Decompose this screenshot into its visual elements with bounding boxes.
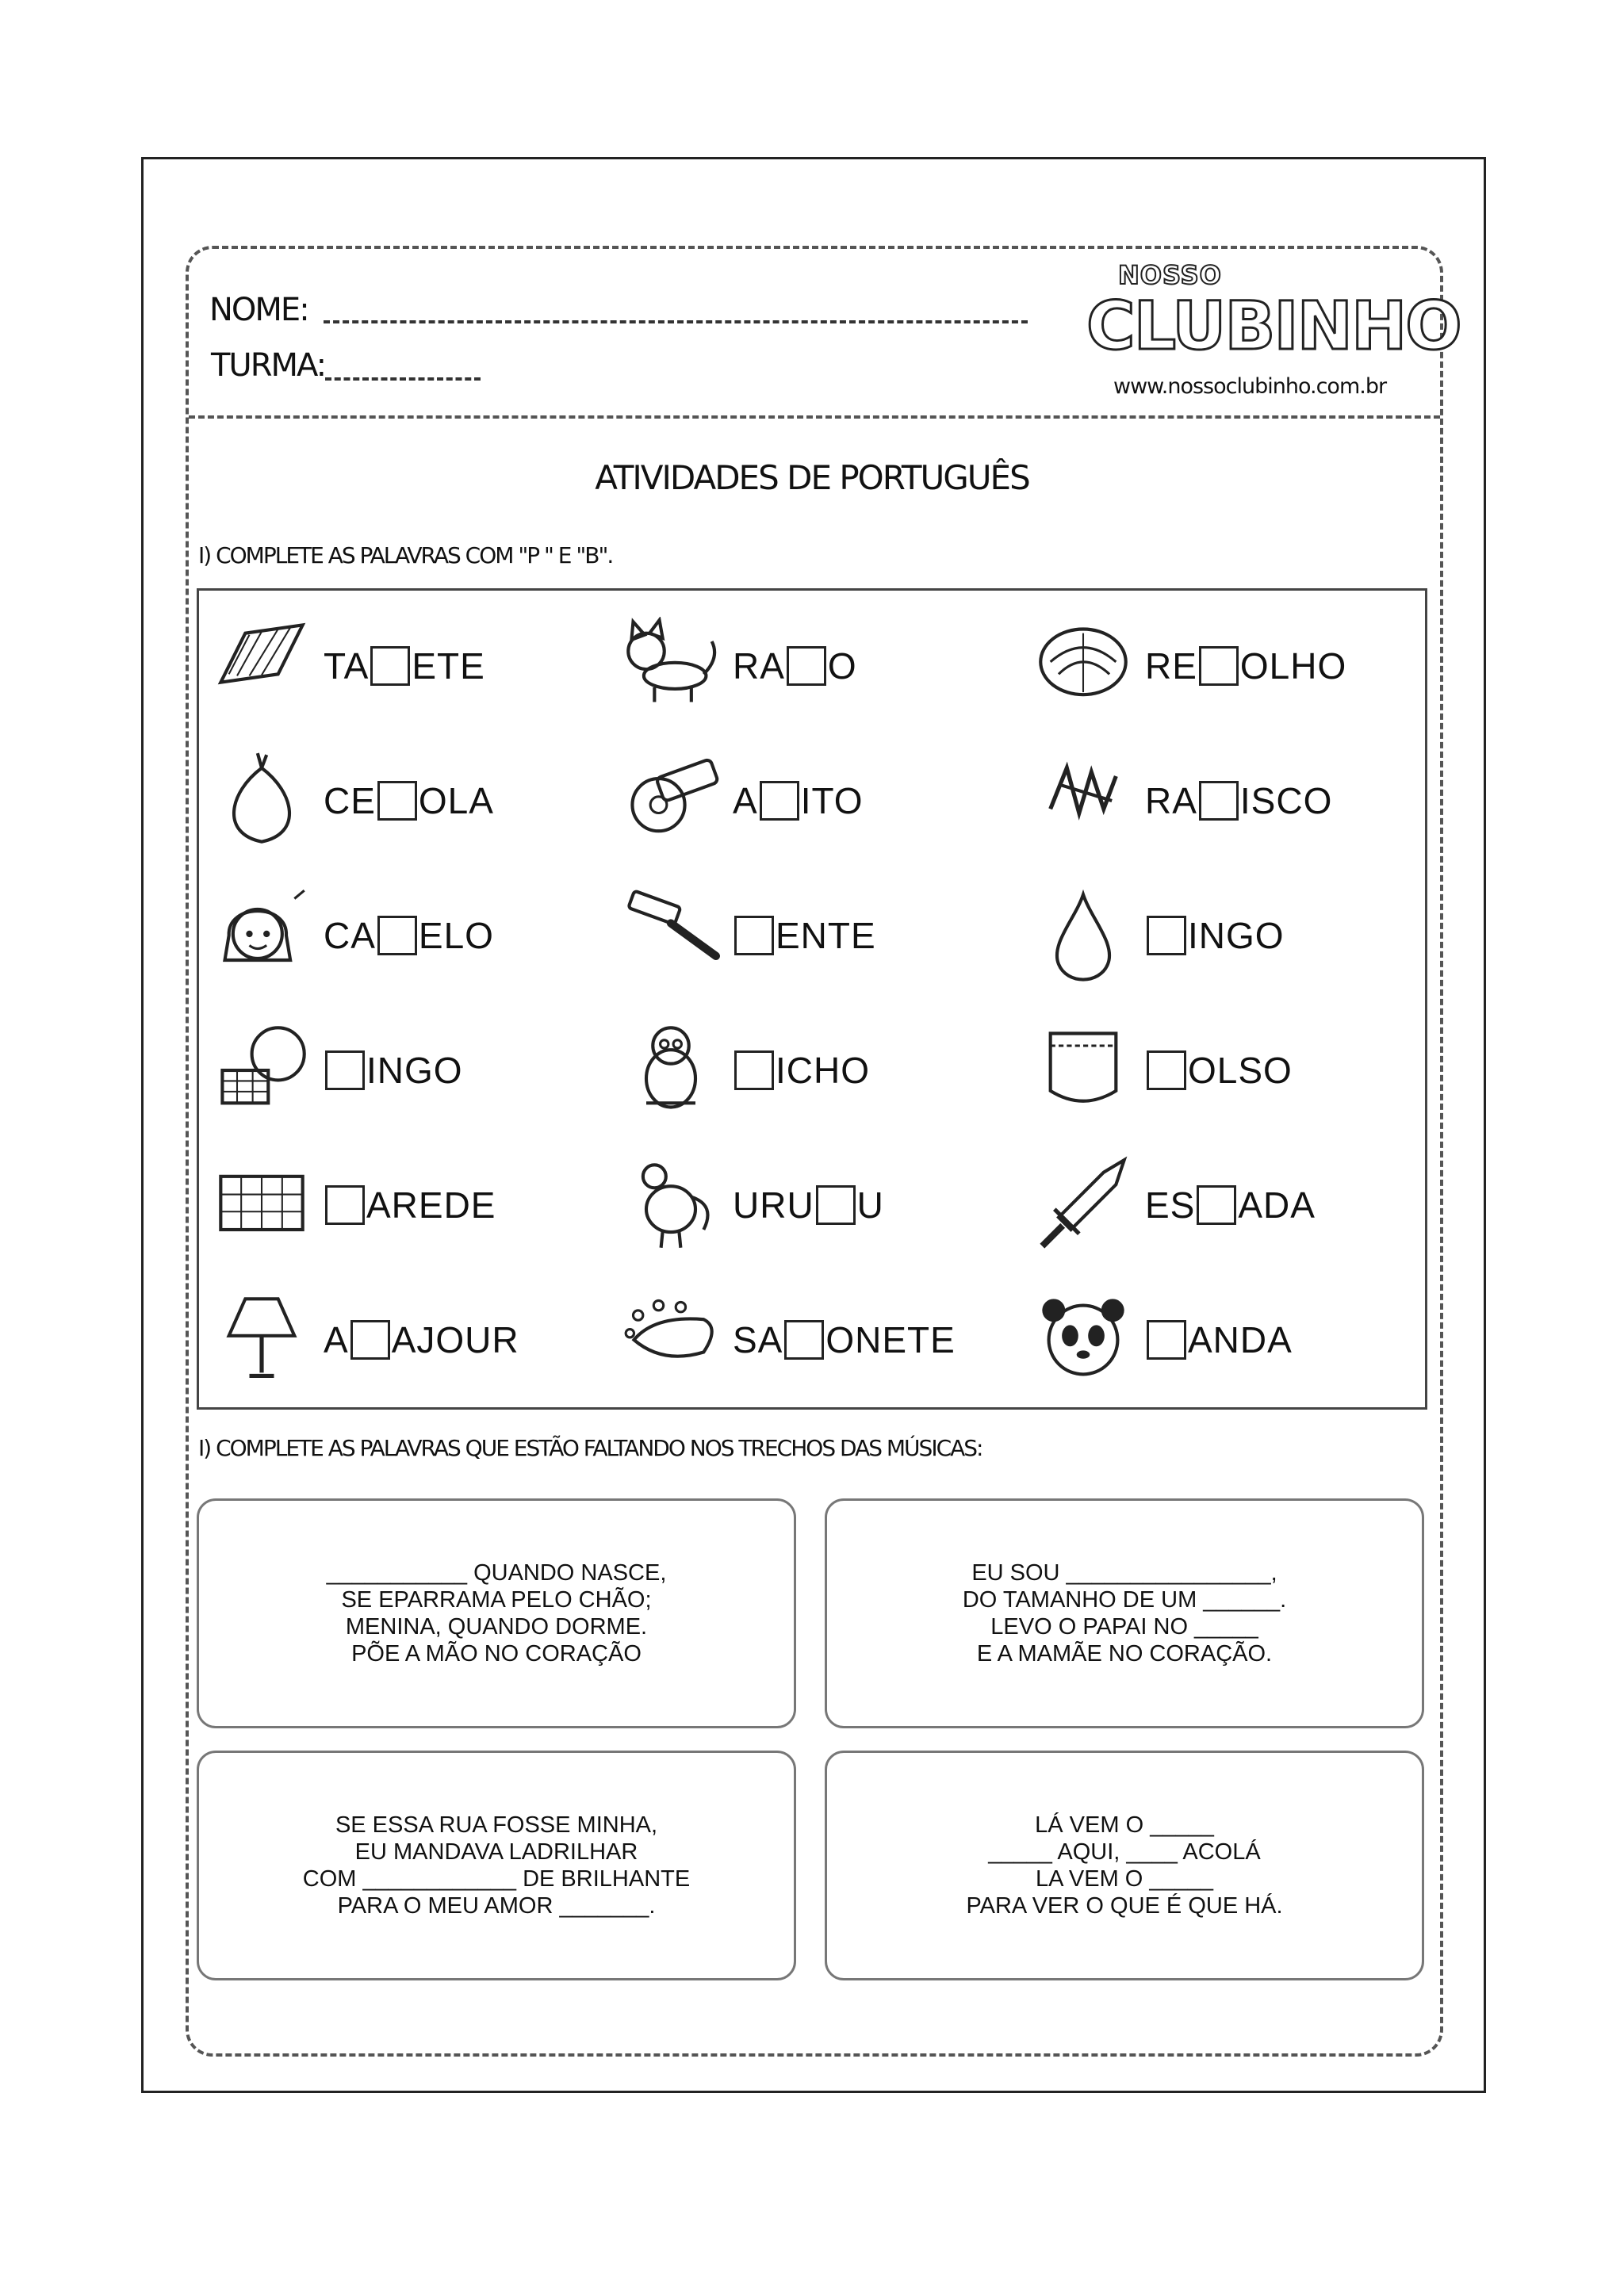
letter-blank[interactable] — [734, 1050, 774, 1090]
lyric-line: LEVO O PAPAI NO _____ — [990, 1614, 1258, 1640]
letter-blank[interactable] — [1199, 781, 1239, 821]
word-item — [1145, 912, 1285, 959]
word-suffix: AREDE — [366, 1184, 496, 1226]
letter-blank[interactable] — [784, 1320, 824, 1360]
lyric-line: COM ____________ DE BRILHANTE — [302, 1866, 691, 1892]
word-prefix: RE — [1145, 645, 1197, 687]
lyric-line: SE EPARRAMA PELO CHÃO; — [341, 1587, 652, 1613]
word-prefix: A — [324, 1319, 349, 1360]
word-suffix: ONETE — [825, 1319, 956, 1360]
letter-blank[interactable] — [787, 646, 826, 686]
word-prefix: CE — [324, 780, 376, 821]
logo-url: www.nossoclubinho.com.br — [1113, 374, 1387, 399]
word-suffix: O — [827, 645, 857, 687]
letter-blank[interactable] — [350, 1320, 390, 1360]
drop-icon — [1034, 886, 1132, 989]
exercise-grid — [197, 588, 1427, 1410]
scribble-icon — [1034, 752, 1132, 854]
word-prefix: RA — [733, 645, 785, 687]
word-suffix: OLA — [418, 780, 494, 821]
word-item — [1145, 642, 1346, 690]
section1-instruction: I) COMPLETE AS PALAVRAS COM "P " E "B". — [198, 542, 613, 568]
cabbage-icon — [1034, 617, 1132, 719]
letter-blank[interactable] — [325, 1185, 365, 1225]
lyric-line: LA VEM O _____ — [1035, 1866, 1214, 1892]
lyric-line: _____ AQUI, ____ ACOLÁ — [988, 1839, 1261, 1865]
logo-top-text: NOSSO — [1118, 260, 1222, 290]
letter-blank[interactable] — [760, 781, 799, 821]
class-field[interactable] — [325, 377, 481, 381]
class-label: TURMA: — [211, 347, 326, 384]
lyric-line: ___________ QUANDO NASCE, — [326, 1560, 667, 1586]
letter-blank[interactable] — [325, 1050, 365, 1090]
word-item — [733, 912, 876, 959]
word-item — [324, 642, 485, 690]
cat-icon — [622, 617, 720, 719]
lyric-line: DO TAMANHO DE UM ______. — [962, 1587, 1287, 1613]
letter-blank[interactable] — [1147, 1050, 1186, 1090]
name-label: NOME: — [209, 292, 308, 328]
word-suffix: ELO — [418, 915, 494, 956]
word-item — [1145, 777, 1332, 825]
word-prefix: A — [733, 780, 758, 821]
word-suffix: OLHO — [1239, 645, 1347, 687]
lyric-line: MENINA, QUANDO DORME. — [345, 1614, 648, 1640]
word-prefix: SA — [733, 1319, 783, 1360]
lyric-card — [197, 1498, 796, 1728]
word-suffix: ETE — [412, 645, 485, 687]
lamp-icon — [213, 1291, 311, 1393]
word-prefix: RA — [1145, 780, 1197, 821]
letter-blank[interactable] — [734, 916, 774, 955]
word-prefix: CA — [324, 915, 376, 956]
letter-blank[interactable] — [370, 646, 410, 686]
rug-icon — [213, 617, 311, 719]
letter-blank[interactable] — [816, 1185, 856, 1225]
onion-icon — [213, 752, 311, 854]
bingo-icon — [213, 1021, 311, 1123]
word-suffix: INGO — [366, 1050, 463, 1091]
whistle-icon — [622, 752, 720, 854]
word-item — [1145, 1316, 1293, 1364]
lyric-line: LÁ VEM O _____ — [1035, 1812, 1214, 1838]
word-item — [1145, 1047, 1293, 1094]
sword-icon — [1034, 1156, 1132, 1258]
letter-blank[interactable] — [1197, 1185, 1236, 1225]
word-suffix: ITO — [800, 780, 864, 821]
word-suffix: ANDA — [1188, 1319, 1293, 1360]
word-suffix: INGO — [1188, 915, 1285, 956]
word-prefix: URU — [733, 1184, 814, 1226]
word-item — [1145, 1181, 1316, 1229]
creature-icon — [622, 1021, 720, 1123]
letter-blank[interactable] — [377, 781, 417, 821]
word-suffix: U — [856, 1184, 884, 1226]
panda-icon — [1034, 1291, 1132, 1393]
letter-blank[interactable] — [1199, 646, 1239, 686]
lyric-card — [825, 1751, 1424, 1980]
word-item — [324, 912, 494, 959]
pocket-icon — [1034, 1021, 1132, 1123]
girl-icon — [213, 886, 311, 989]
lyric-line: PARA O MEU AMOR _______. — [337, 1893, 656, 1919]
section2-instruction: I) COMPLETE AS PALAVRAS QUE ESTÃO FALTANDO NOS TRECHOS DAS MÚSICAS: — [198, 1435, 982, 1461]
word-item — [324, 1181, 496, 1229]
word-prefix: ES — [1145, 1184, 1196, 1226]
lyric-line: PÕE A MÃO NO CORAÇÃO — [351, 1641, 642, 1667]
letter-blank[interactable] — [1147, 916, 1186, 955]
logo — [1086, 255, 1461, 406]
word-item — [324, 1316, 519, 1364]
word-suffix: ISCO — [1239, 780, 1333, 821]
lyric-card — [825, 1498, 1424, 1728]
turkey-icon — [622, 1156, 720, 1258]
word-prefix: TA — [324, 645, 370, 687]
word-item — [733, 1047, 870, 1094]
word-suffix: ICHO — [776, 1050, 870, 1091]
word-item — [324, 777, 494, 825]
word-item — [733, 1181, 884, 1229]
logo-main-text: CLUBINHO — [1086, 287, 1461, 365]
word-suffix: ADA — [1238, 1184, 1316, 1226]
wall-icon — [213, 1156, 311, 1258]
name-field[interactable] — [324, 320, 1028, 323]
lyric-line: SE ESSA RUA FOSSE MINHA, — [335, 1812, 658, 1838]
comb-icon — [622, 886, 720, 989]
letter-blank[interactable] — [377, 916, 417, 955]
header-divider — [189, 415, 1440, 419]
word-item — [733, 1316, 956, 1364]
word-suffix: AJOUR — [391, 1319, 519, 1360]
lyric-card — [197, 1751, 796, 1980]
lyric-line: EU SOU ________________, — [971, 1560, 1277, 1586]
lyric-line: EU MANDAVA LADRILHAR — [354, 1839, 638, 1865]
word-item — [733, 777, 864, 825]
lyric-line: PARA VER O QUE É QUE HÁ. — [966, 1893, 1283, 1919]
word-suffix: OLSO — [1188, 1050, 1293, 1091]
letter-blank[interactable] — [1147, 1320, 1186, 1360]
word-item — [733, 642, 857, 690]
soap-icon — [622, 1291, 720, 1393]
word-item — [324, 1047, 463, 1094]
lyric-line: E A MAMÃE NO CORAÇÃO. — [976, 1641, 1273, 1667]
page-title: ATIVIDADES DE PORTUGUÊS — [595, 458, 1029, 497]
word-suffix: ENTE — [776, 915, 876, 956]
